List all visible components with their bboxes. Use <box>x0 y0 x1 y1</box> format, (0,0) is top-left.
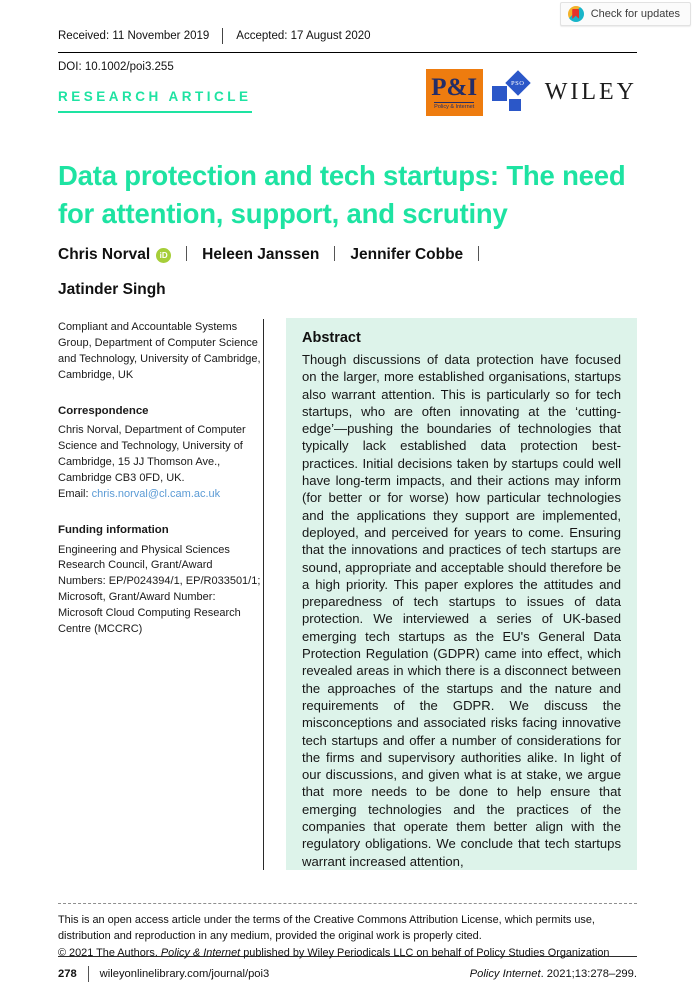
license-footnote <box>58 903 637 961</box>
page-title <box>58 157 653 233</box>
pi-logo-name: Policy & Internet <box>434 104 475 110</box>
citation <box>470 968 637 980</box>
page-number: 278 <box>58 968 77 980</box>
pso-logo <box>492 72 536 114</box>
pi-logo-abbrev: P&I <box>431 74 478 101</box>
footer-divider <box>88 966 89 982</box>
author-divider <box>334 246 335 261</box>
article-info-sidebar <box>58 320 263 638</box>
crossmark-icon <box>568 6 584 22</box>
doi-line: DOI: 10.1002/poi3.255 <box>58 61 174 73</box>
author-divider <box>478 246 479 261</box>
citation-details: . 2021;13:278–299. <box>540 968 637 980</box>
author-list <box>58 237 637 307</box>
abstract-heading: Abstract <box>302 330 361 346</box>
license-text: This is an open access article under the terms of the Creative Commons Attribution License, which permits use, distribution and reproduction in any medium, provided the original work is properly cited. <box>58 914 595 943</box>
author-name: Jennifer Cobbe <box>350 246 464 263</box>
citation-journal-name: Policy Internet <box>469 968 541 980</box>
meta-divider <box>222 28 223 44</box>
bookmark-icon <box>572 9 579 19</box>
wiley-logo: WILEY <box>544 79 637 105</box>
pso-logo-label: PSO <box>510 79 525 87</box>
footer-bar <box>58 956 637 982</box>
column-divider <box>263 319 264 870</box>
copyright-suffix: published by Wiley Periodicals LLC on behalf of Policy Studies Organization <box>240 946 610 959</box>
funding-text: Engineering and Physical Sciences Research Council, Grant/Award Numbers: EP/P024394/1, EP/R033501/1; Microsoft, Grant/Award Number: Microsoft Cloud Computing Research Centre (MCCRC) <box>58 543 261 636</box>
pso-square-icon <box>492 86 507 101</box>
correspondence-text: Chris Norval, Department of Computer Science and Technology, University of Cambridge, 15 JJ Thomson Ave., Cambridge CB3 0FD, UK. <box>58 424 246 485</box>
author-name: Heleen Janssen <box>202 246 320 263</box>
copyright-prefix: © 2021 The Authors. <box>58 946 161 959</box>
accepted-date: Accepted: 17 August 2020 <box>236 30 371 42</box>
email-label: Email: <box>58 488 92 501</box>
footer-left <box>58 966 269 982</box>
policy-internet-logo <box>426 69 483 116</box>
abstract-section <box>286 318 637 870</box>
check-for-updates-button[interactable] <box>560 2 691 26</box>
funding-heading: Funding information <box>58 523 169 536</box>
title-line-2: for attention, support, and scrutiny <box>58 198 508 230</box>
author-divider <box>186 246 187 261</box>
pso-small-square-icon <box>509 99 521 111</box>
copyright-journal-name: Policy & Internet <box>160 946 241 959</box>
author-name: Chris Norval <box>58 246 151 263</box>
author-line-1 <box>58 237 637 272</box>
orcid-icon[interactable]: iD <box>156 248 171 263</box>
correspondence-heading: Correspondence <box>58 404 149 417</box>
author-name: Jatinder Singh <box>58 281 166 298</box>
email-link[interactable]: chris.norval@cl.cam.ac.uk <box>91 488 221 501</box>
received-accepted-bar <box>58 28 637 53</box>
check-for-updates-label: Check for updates <box>590 8 680 20</box>
abstract-text: Though discussions of data protection have focused on the larger, more established organisations, startups also warrant attention. This is particularly so for tech startups, who are often innovating at the ‘cutting-edge’—pushing the boundaries of technologies that typically lack established data protection best-practices. Initial decisions taken by startups could well have long-term impacts, and their actions may inform (for better or for worse) how particular technologies and the applications they support are implemented, deployed, and perceived for years to come. Ensuring that the innovations and practices of tech startups are sound, appropriate and acceptable should therefore be a high priority. This paper explores the attitudes and preparedness of tech startups to issues of data protection. We interviewed a series of UK-based emerging tech startups as the EU's General Data Protection Regulation (GDPR) came into effect, which revealed areas in which there is a disconnect between the approaches of the startups and the nature and requirements of the GDPR. We discuss the misconceptions and associated risks facing innovative tech startups and offer a number of considerations for the firms and supervisory authorities alike. In light of our discussions, and given what is at stake, we argue that more needs to be done to help ensure that emerging technologies and the practices of the companies that operate them better align with the regulatory obligations. We conclude that tech startups warrant increased attention, <box>302 352 621 869</box>
email-line <box>58 487 263 503</box>
title-line-1: Data protection and tech startups: The need <box>58 160 626 192</box>
author-line-2 <box>58 272 637 307</box>
logo-group <box>426 69 637 116</box>
article-type-label: RESEARCH ARTICLE <box>58 89 252 113</box>
affiliation-text: Compliant and Accountable Systems Group, Department of Computer Science and Technology, University of Cambridge, Cambridge, UK <box>58 321 261 381</box>
journal-url: wileyonlinelibrary.com/journal/poi3 <box>99 968 270 980</box>
received-date: Received: 11 November 2019 <box>58 30 210 42</box>
